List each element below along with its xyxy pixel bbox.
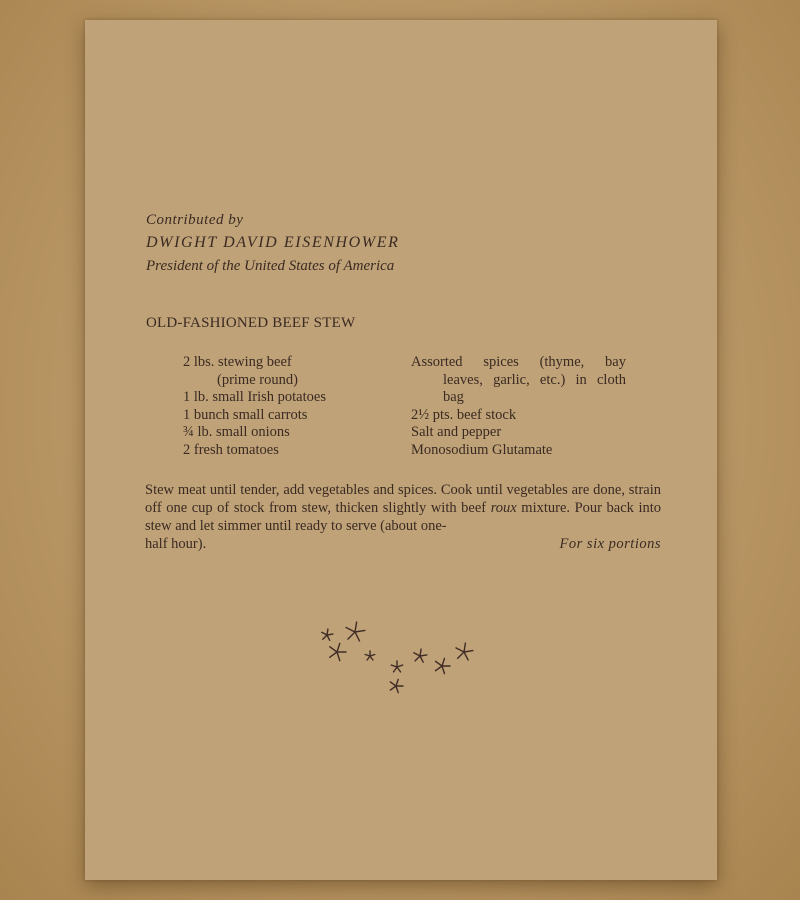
contributor-title: President of the United States of America xyxy=(146,258,395,274)
contributor-name: DWIGHT DAVID EISENHOWER xyxy=(146,234,400,251)
method-text-2: mixture. Pour back into stew and let simmer until ready to serve (about one- xyxy=(145,500,662,534)
ingredient-item: leaves, garlic, etc.) in cloth xyxy=(443,371,626,388)
ingredient-item: Salt and pepper xyxy=(411,424,502,441)
ingredient-item: Monosodium Glutamate xyxy=(411,441,553,458)
stars-cluster-icon xyxy=(310,618,480,698)
method-roux: roux xyxy=(490,500,517,516)
ingredient-item: 2 fresh tomatoes xyxy=(183,441,279,458)
ingredient-item: bag xyxy=(443,389,464,406)
ingredient-item: Assorted spices (thyme, bay xyxy=(411,354,626,370)
method-paragraph xyxy=(145,481,661,553)
star-icon xyxy=(391,661,402,672)
contributed-by-label: Contributed by xyxy=(146,212,244,228)
star-icon xyxy=(330,643,346,660)
method-last-line: half hour). xyxy=(145,536,207,552)
star-icon xyxy=(322,629,333,640)
stars-ornament xyxy=(310,618,480,698)
method-last-row xyxy=(145,535,661,553)
ingredient-item: 2½ pts. beef stock xyxy=(411,406,517,423)
ingredients-left-column xyxy=(183,354,393,460)
portions-note: For six portions xyxy=(559,536,661,552)
star-icon xyxy=(414,649,427,662)
star-icon xyxy=(346,622,365,641)
star-icon xyxy=(456,643,473,660)
ingredient-item: (prime round) xyxy=(217,371,298,388)
recipe-title: OLD-FASHIONED BEEF STEW xyxy=(146,315,356,331)
star-icon xyxy=(365,651,375,660)
method-text: Stew meat until tender, add vegetables and spices. Cook until vegetables are done, strain off one cup of stock from stew, thicken slightly with beef xyxy=(145,482,661,516)
star-icon xyxy=(390,679,403,692)
star-icon xyxy=(436,658,451,673)
contributor-block xyxy=(146,212,626,275)
ingredient-item: 1 lb. small Irish potatoes xyxy=(183,389,326,406)
ingredient-item: 2 lbs. stewing beef xyxy=(183,354,292,370)
ingredients-right-column xyxy=(411,354,626,460)
document-page xyxy=(85,20,717,880)
ingredient-item: 1 bunch small carrots xyxy=(183,406,308,423)
ingredient-item: ¾ lb. small onions xyxy=(183,424,290,441)
